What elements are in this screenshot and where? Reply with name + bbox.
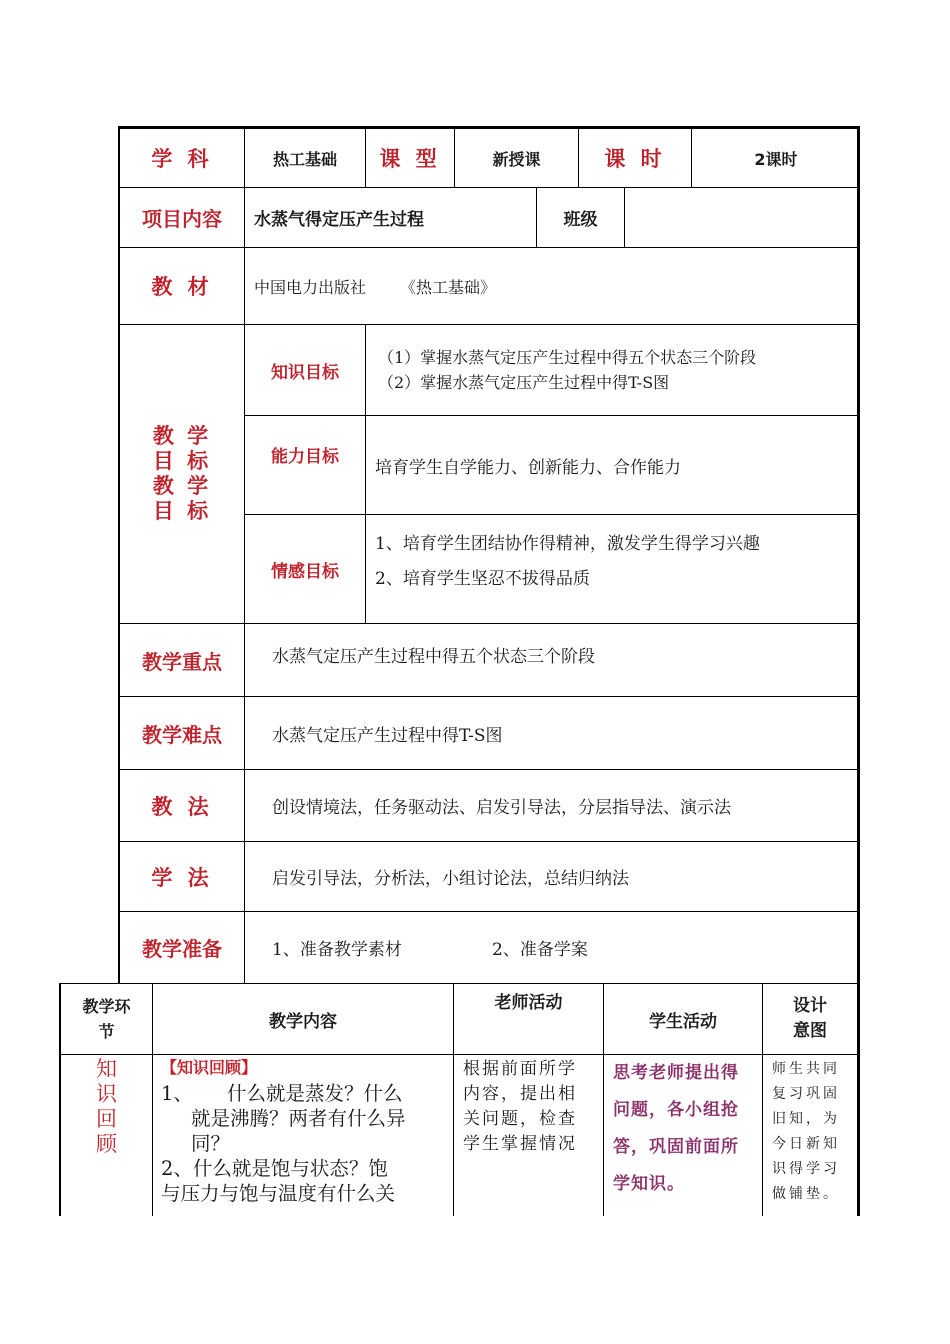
hours-value: 2课时 <box>754 149 798 169</box>
preparation-label: 教学准备 <box>142 937 222 961</box>
header-design-intent: 设计 意图 <box>793 996 827 1041</box>
teaching-method-label: 教 法 <box>151 794 213 819</box>
header-stage: 教学环 节 <box>82 997 131 1041</box>
knowledge-objective-text: （1）掌握水蒸气定压产生过程中得五个状态三个阶段 （2）掌握水蒸气定压产生过程中得T-S图 <box>378 348 757 392</box>
preparation-value: 1、准备教学素材 2、准备学案 <box>272 940 588 960</box>
header-teacher-activity: 老师活动 <box>494 993 563 1013</box>
textbook-value: 中国电力出版社 《热工基础》 <box>254 277 497 297</box>
knowledge-objective-label: 知识目标 <box>271 362 339 383</box>
project-label: 项目内容 <box>142 207 222 231</box>
design-intent: 师生共同 复习巩固 旧知，为 今日新知 识得学习 做铺垫。 <box>772 1061 840 1202</box>
header-content: 教学内容 <box>269 1011 337 1032</box>
learning-method-value: 启发引导法，分析法，小组讨论法，总结归纳法 <box>272 869 629 889</box>
objectives-label: 教 学 目 标 教 学 目 标 <box>152 424 212 523</box>
teaching-process-table <box>59 983 860 1216</box>
teacher-activity: 根据前面所学 内容，提出相 关问题，检查 学生掌握情况 <box>463 1059 577 1154</box>
emotion-objective-label: 情感目标 <box>271 561 339 582</box>
difficulty-label: 教学难点 <box>142 722 222 747</box>
hours-label: 课 时 <box>604 147 666 171</box>
lesson-info-table <box>118 126 860 983</box>
subject-value: 热工基础 <box>272 149 337 169</box>
lesson-type-label: 课 型 <box>379 147 441 171</box>
student-activity: 思考老师提出得 问题，各小组抢 答，巩固前面所 学知识。 <box>613 1063 739 1194</box>
content-knowledge-review: 【知识回顾】 1、 什么就是蒸发？什么 就是沸腾？两者有什么异 同？ 2、什么就是饱与状态？饱 与压力与饱与温度有什么关 <box>161 1058 406 1205</box>
stage-knowledge-review: 知 识 回 顾 <box>96 1057 117 1156</box>
class-label: 班级 <box>563 210 598 230</box>
ability-objective-label: 能力目标 <box>271 447 339 467</box>
ability-objective-text: 培育学生自学能力、创新能力、合作能力 <box>375 457 681 478</box>
learning-method-label: 学 法 <box>151 865 213 890</box>
emotion-objective-text: 1、培育学生团结协作得精神，激发学生得学习兴趣 2、培育学生坚忍不拔得品质 <box>375 534 760 589</box>
difficulty-value: 水蒸气定压产生过程中得T-S图 <box>272 725 503 746</box>
key-point-value: 水蒸气定压产生过程中得五个状态三个阶段 <box>272 646 595 667</box>
lesson-type-value: 新授课 <box>492 149 541 169</box>
textbook-label: 教 材 <box>151 275 213 299</box>
subject-label: 学 科 <box>151 147 213 171</box>
class-value <box>625 188 860 247</box>
project-value: 水蒸气得定压产生过程 <box>254 210 424 230</box>
teaching-method-value: 创设情境法，任务驱动法、启发引导法，分层指导法、演示法 <box>272 798 731 818</box>
key-point-label: 教学重点 <box>142 649 222 674</box>
header-student-activity: 学生活动 <box>649 1011 717 1032</box>
